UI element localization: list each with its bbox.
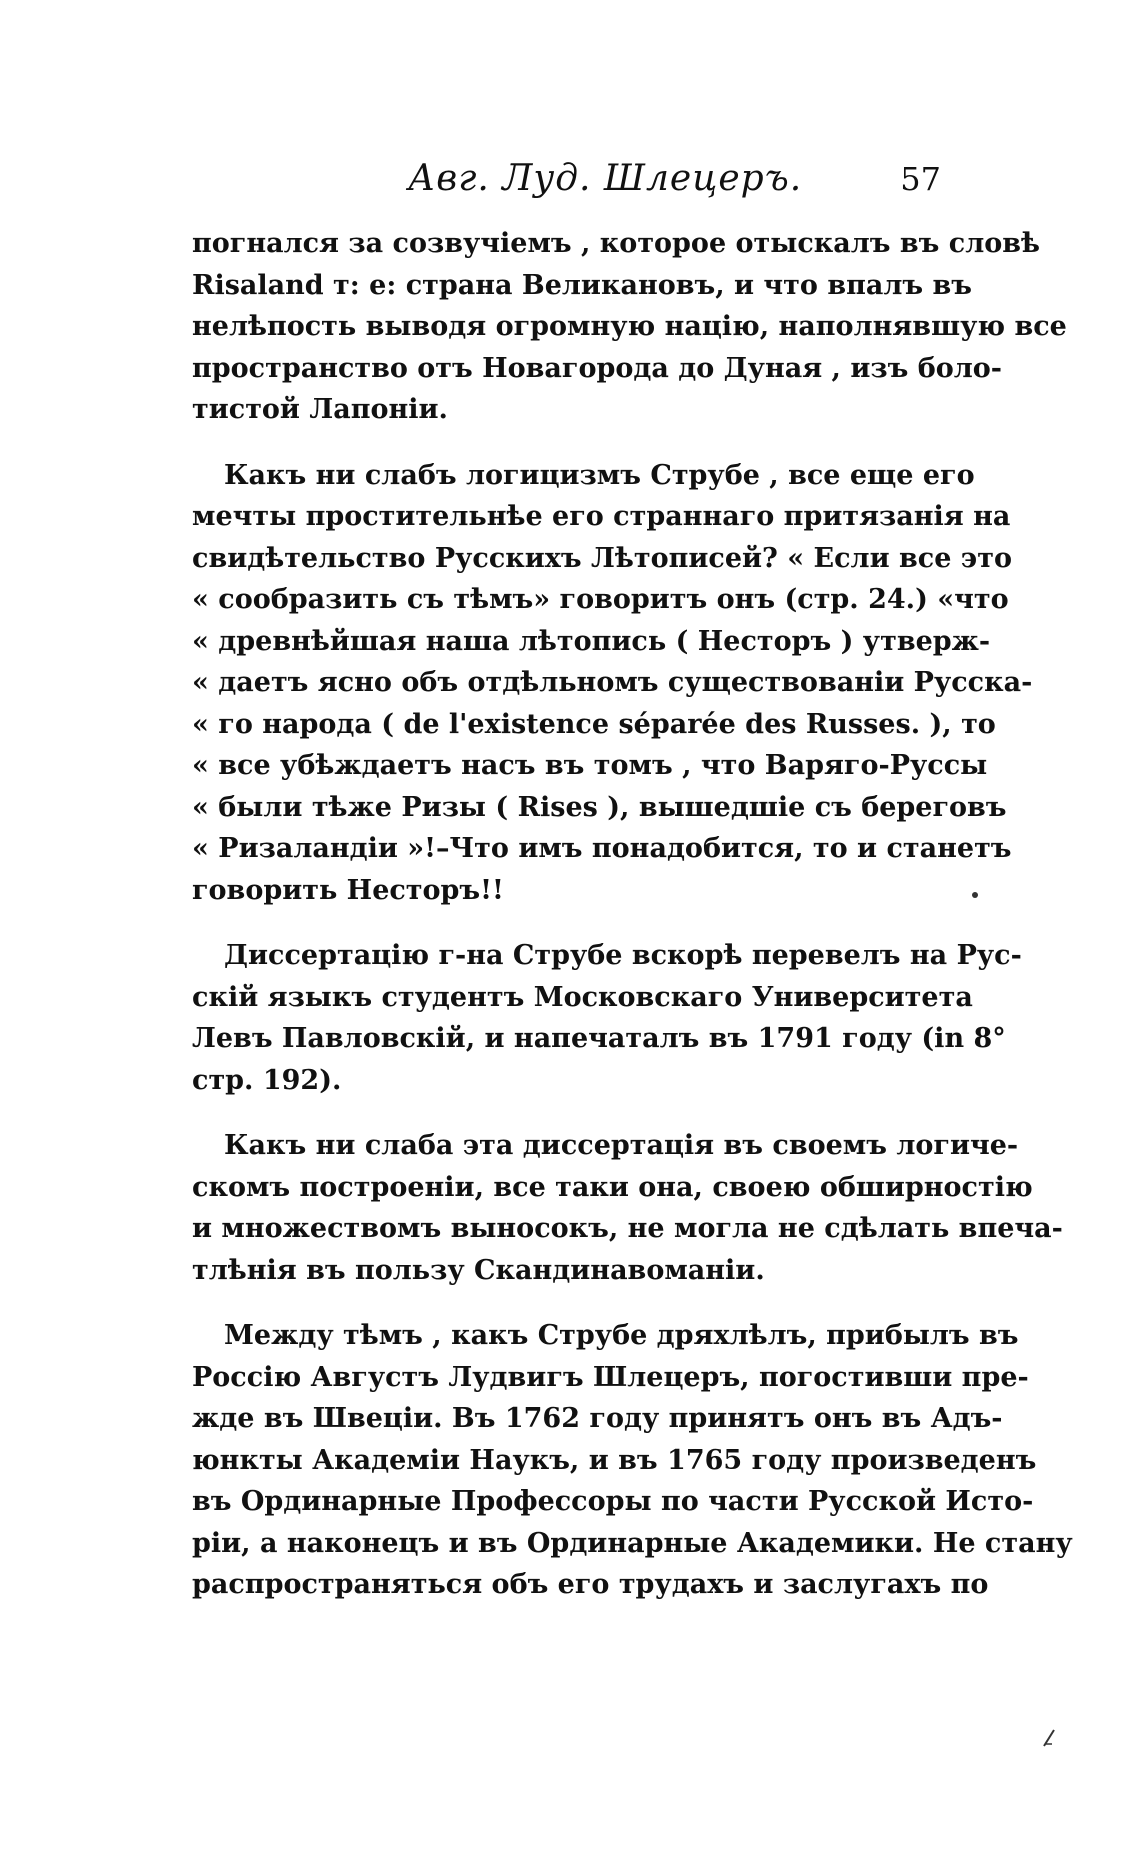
body-text bbox=[192, 223, 1073, 1606]
text-line: мечты простительнѣе его страннаго притязанія на bbox=[192, 501, 1011, 532]
paragraph bbox=[192, 223, 1067, 431]
text-line: ріи, а наконецъ и въ Ординарные Академики. Не стану bbox=[192, 1527, 1073, 1559]
text-line: распространяться объ его трудахъ и заслугахъ по bbox=[192, 1569, 989, 1600]
ink-speck-mark bbox=[968, 888, 982, 902]
text-line: Risaland т: е: страна Великановъ, и что впалъ въ bbox=[192, 269, 972, 301]
ink-stroke-mark bbox=[1040, 1726, 1060, 1750]
paragraph bbox=[192, 455, 1033, 912]
text-line: стр. 192). bbox=[192, 1064, 342, 1096]
text-line: въ Ординарные Профессоры по части Русской Исто- bbox=[192, 1486, 1034, 1517]
text-line: Левъ Павловскій, и напечаталъ въ 1791 году (in 8° bbox=[192, 1023, 1006, 1054]
text-line: « древнѣйшая наша лѣтопись ( Несторъ ) утверж- bbox=[192, 625, 991, 657]
text-line: говорить Несторъ!! bbox=[192, 874, 504, 906]
text-line: скій языкъ студентъ Московскаго Университета bbox=[192, 981, 973, 1013]
text-line: свидѣтельство Русскихъ Лѣтописей? « Если все это bbox=[192, 542, 1012, 574]
text-line: нелѣпость выводя огромную націю, наполнявшую все bbox=[192, 311, 1067, 342]
text-line: жде въ Швеціи. Въ 1762 году принятъ онъ въ Адъ- bbox=[192, 1403, 1003, 1434]
text-line: « были тѣже Ризы ( Rises ), вышедшіе съ береговъ bbox=[192, 791, 1007, 823]
paragraph bbox=[192, 1125, 1063, 1291]
text-line: « даетъ ясно объ отдѣльномъ существованіи Русска- bbox=[192, 667, 1033, 698]
text-line: Какъ ни слаба эта диссертація въ своемъ логиче- bbox=[224, 1130, 1019, 1161]
text-line: « сообразить съ тѣмъ» говоритъ онъ (стр. 24.) «что bbox=[192, 584, 1009, 615]
text-line: Какъ ни слабъ логицизмъ Струбе , все еще его bbox=[224, 459, 975, 491]
text-line: Россію Августъ Лудвигъ Шлецеръ, погостивши пре- bbox=[192, 1361, 1029, 1393]
page-header bbox=[190, 158, 945, 208]
text-line: погнался за созвучіемъ , которое отыскалъ въ словѣ bbox=[192, 228, 1041, 259]
paragraph bbox=[192, 935, 1022, 1101]
paragraph bbox=[192, 1315, 1073, 1606]
text-line: тистой Лапоніи. bbox=[192, 394, 448, 425]
text-line: « го народа ( de l'existence séparée des Russes. ), то bbox=[192, 708, 996, 740]
text-line: юнкты Академіи Наукъ, и въ 1765 году произведенъ bbox=[192, 1444, 1037, 1476]
text-line: пространство отъ Новагорода до Дуная , изъ боло- bbox=[192, 352, 1002, 384]
text-line: скомъ построеніи, все таки она, своею обширностію bbox=[192, 1171, 1033, 1203]
text-line: Диссертацію г-на Струбе вскорѣ перевелъ на Рус- bbox=[224, 940, 1022, 971]
text-line: Между тѣмъ , какъ Струбе дряхлѣлъ, прибылъ въ bbox=[224, 1320, 1019, 1351]
text-line: и множествомъ выносокъ, не могла не сдѣлать впеча- bbox=[192, 1213, 1063, 1244]
text-line: « Ризаландіи »!–Что имъ понадобится, то и станетъ bbox=[192, 833, 1012, 864]
text-line: тлѣнія въ пользу Скандинавоманіи. bbox=[192, 1254, 765, 1286]
running-title: Авг. Луд. Шлецеръ. bbox=[408, 158, 803, 199]
text-line: « все убѣждаетъ насъ въ томъ , что Варяго-Руссы bbox=[192, 750, 988, 781]
page-number: 57 bbox=[900, 160, 941, 198]
